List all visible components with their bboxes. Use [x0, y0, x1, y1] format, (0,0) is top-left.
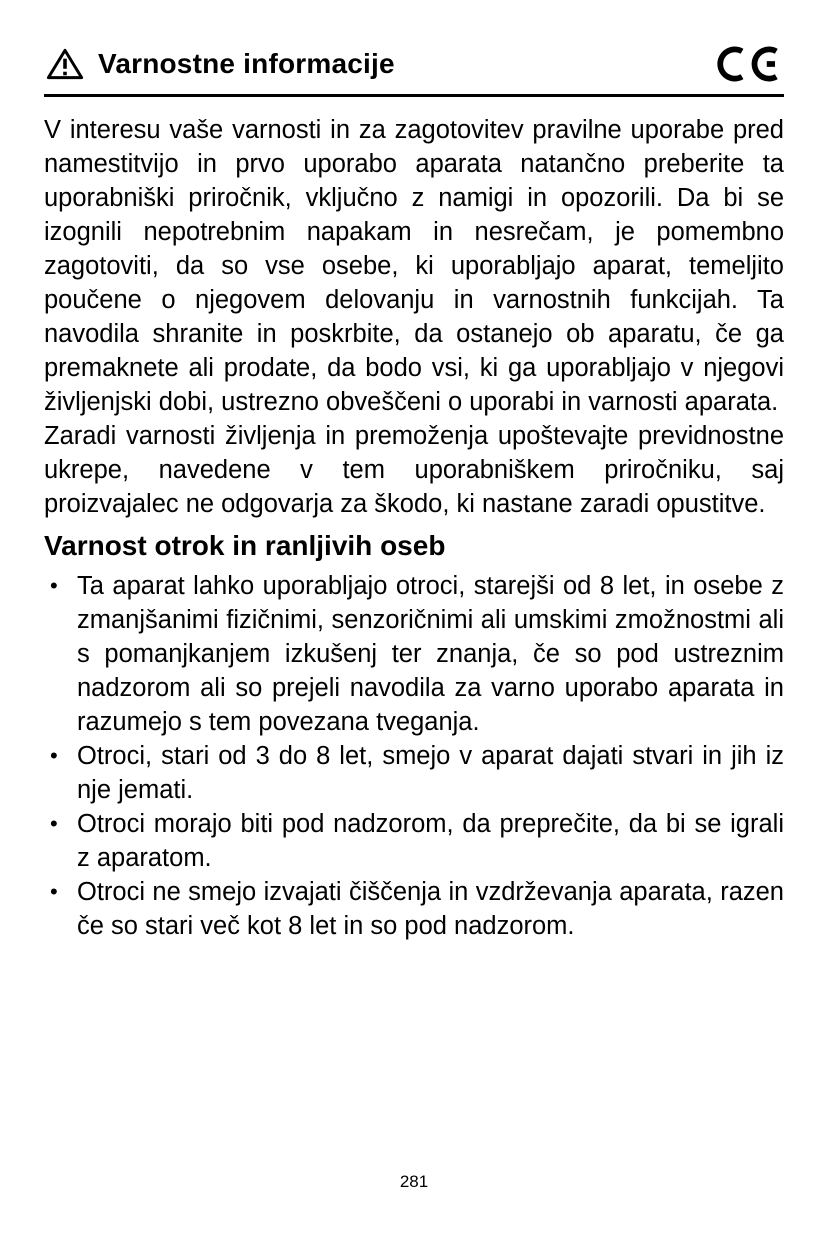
list-item: • Ta aparat lahko uporabljajo otroci, starejši od 8 let, in osebe z zmanjšanimi fizičnimi, senzoričnimi ali umskimi zmožnostmi ali s pomanjkanjem izkušenj ter znanja, če so pod ustreznim nadzorom ali so prejeli navodila za varno uporabo aparata in razumejo s tem povezana tveganja. — [44, 569, 784, 739]
list-item: • Otroci morajo biti pod nadzorom, da preprečite, da bi se igrali z aparatom. — [44, 807, 784, 875]
page-number: 281 — [399, 1172, 429, 1191]
list-item: • Otroci, stari od 3 do 8 let, smejo v aparat dajati stvari in jih iz nje jemati. — [44, 739, 784, 807]
page-footer — [0, 1172, 828, 1192]
warning-triangle-icon — [46, 47, 84, 81]
intro-paragraph-2: Zaradi varnosti življenja in premoženja upoštevajte previdnostne ukrepe, navedene v tem uporabniškem priročniku, saj proizvajalec ne odgovarja za škodo, ki nastane zaradi opustitve. — [44, 422, 784, 518]
section-heading: Varnost otrok in ranljivih oseb — [44, 530, 446, 561]
page-header — [44, 40, 784, 94]
bullet-list — [44, 569, 784, 943]
ce-mark-icon — [716, 44, 782, 84]
intro-paragraph-1: V interesu vaše varnosti in za zagotovitev pravilne uporabe pred namestitvijo in prvo uporabo aparata natančno preberite ta uporabniški priročnik, vključno z namigi in opozorili. Da bi se izognili nepotrebnim napakam in nesrečam, je pomembno zagotoviti, da so vse osebe, ki uporabljajo aparat, temeljito poučene o njegovem delovanju in varnostnih funkcijah. Ta navodila shranite in poskrbite, da ostanejo ob aparatu, če ga premaknete ali prodate, da bodo vsi, ki ga uporabljajo v njegovi življenjski dobi, ustrezno obveščeni o uporabi in varnosti aparata. — [44, 116, 784, 416]
header-divider — [44, 94, 784, 97]
list-item: • Otroci ne smejo izvajati čiščenja in vzdrževanja aparata, razen če so stari več kot 8 let in so pod nadzorom. — [44, 875, 784, 943]
page-title: Varnostne informacije — [98, 47, 395, 79]
